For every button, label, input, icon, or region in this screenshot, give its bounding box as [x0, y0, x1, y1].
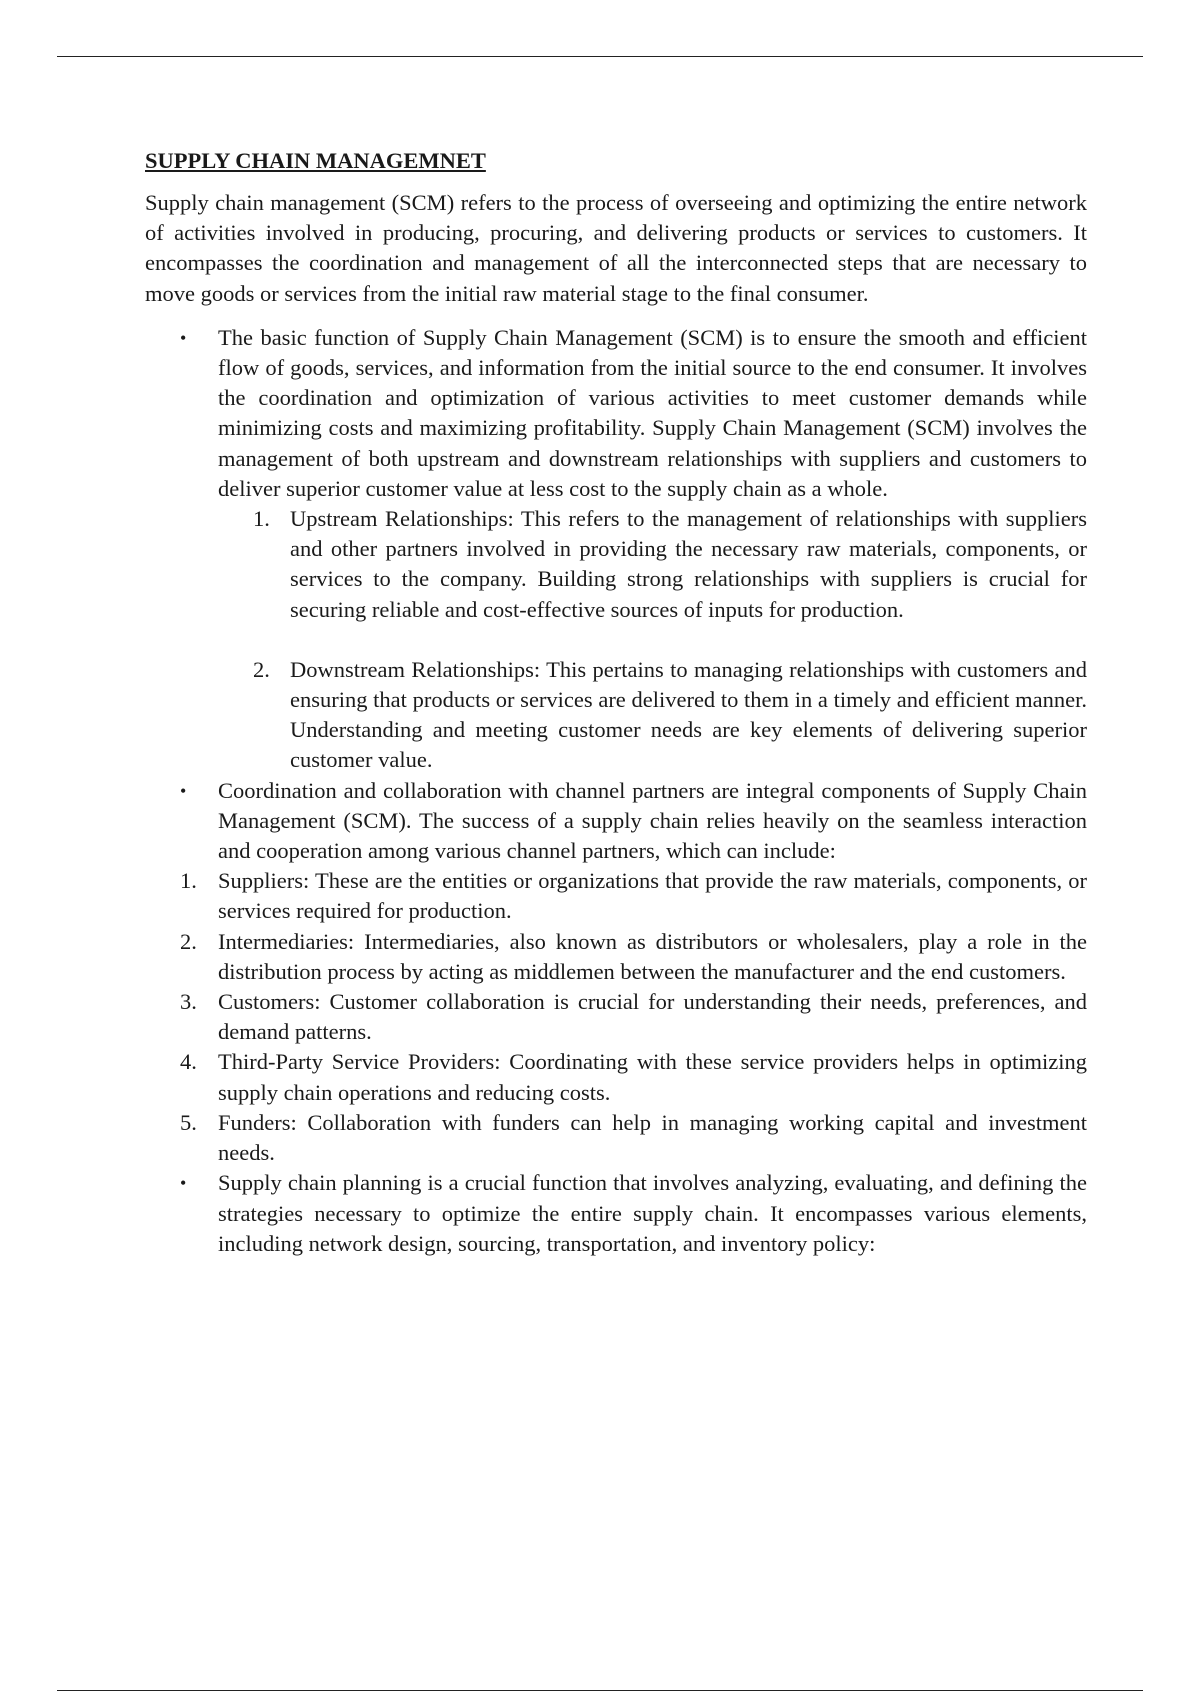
header-rule	[57, 56, 1143, 57]
list-number: 5.	[180, 1109, 197, 1135]
footer-rule	[57, 1690, 1143, 1691]
bullet-marker: •	[180, 1173, 187, 1194]
spacer	[145, 625, 1087, 655]
list-item-text: Suppliers: These are the entities or organizations that provide the raw materials, components, or services required for production.	[218, 868, 1087, 924]
bullet-text: Supply chain planning is a crucial function that involves analyzing, evaluating, and defining the strategies necessary to optimize the entire supply chain. It encompasses various elements, including network design, sourcing, transportation, and inventory policy:	[218, 1170, 1087, 1256]
bullet-text: The basic function of Supply Chain Management (SCM) is to ensure the smooth and efficient flow of goods, services, and information from the initial source to the end consumer. It involves the coordination and optimization of various activities to meet customer demands while minimizing costs and maximizing profitability. Supply Chain Management (SCM) involves the management of both upstream and downstream relationships with suppliers and customers to deliver superior customer value at less cost to the supply chain as a whole.	[218, 324, 1087, 501]
document-title: SUPPLY CHAIN MANAGEMNET	[145, 148, 486, 173]
list-number: 2.	[180, 928, 197, 954]
list-item-text: Upstream Relationships: This refers to the management of relationships with suppliers and other partners involved in providing the necessary raw materials, components, or services to the company. Building strong relationships with suppliers is crucial for securing reliable and cost-effective sources of inputs for production.	[290, 506, 1087, 622]
document-body	[145, 146, 1087, 1259]
list-item-text: Customers: Customer collaboration is crucial for understanding their needs, preferences, and demand patterns.	[218, 989, 1087, 1045]
bullet-text: Coordination and collaboration with channel partners are integral components of Supply Chain Management (SCM). The success of a supply chain relies heavily on the seamless interaction and cooperation among various channel partners, which can include:	[218, 777, 1087, 864]
list-item-text: Downstream Relationships: This pertains to managing relationships with customers and ensuring that products or services are delivered to them in a timely and efficient manner. Understanding and meeting customer needs are key elements of delivering superior customer value.	[290, 656, 1087, 773]
list-number: 1.	[180, 868, 197, 894]
list-item-suppliers	[145, 866, 1087, 926]
list-number: 2.	[253, 656, 270, 682]
list-item-text: Funders: Collaboration with funders can help in managing working capital and investment needs.	[218, 1109, 1087, 1166]
bullet-item-scm-function	[145, 323, 1087, 504]
list-number: 3.	[180, 989, 197, 1015]
bullet-marker: •	[180, 327, 187, 348]
bullet-marker: •	[180, 780, 187, 801]
intro-paragraph: Supply chain management (SCM) refers to the process of overseeing and optimizing the entire network of activities involved in producing, procuring, and delivering products or services to customers. It encompasses the coordination and management of all the interconnected steps that are necessary to move goods or services from the initial raw material stage to the final consumer.	[145, 190, 1087, 306]
list-item-funders	[145, 1108, 1087, 1168]
bullet-item-coordination	[145, 776, 1087, 867]
list-number: 1.	[253, 506, 270, 532]
list-number: 4.	[180, 1049, 197, 1075]
list-item-text: Intermediaries: Intermediaries, also known as distributors or wholesalers, play a role in the distribution process by acting as middlemen between the manufacturer and the end customers.	[218, 928, 1087, 984]
sub-list-item-downstream	[145, 655, 1087, 776]
list-item-customers	[145, 987, 1087, 1047]
list-item-intermediaries	[145, 927, 1087, 987]
list-item-text: Third-Party Service Providers: Coordinating with these service providers helps in optimizing supply chain operations and reducing costs.	[218, 1049, 1087, 1105]
sub-list-item-upstream	[145, 504, 1087, 625]
list-item-third-party	[145, 1047, 1087, 1107]
bullet-item-planning	[145, 1168, 1087, 1259]
